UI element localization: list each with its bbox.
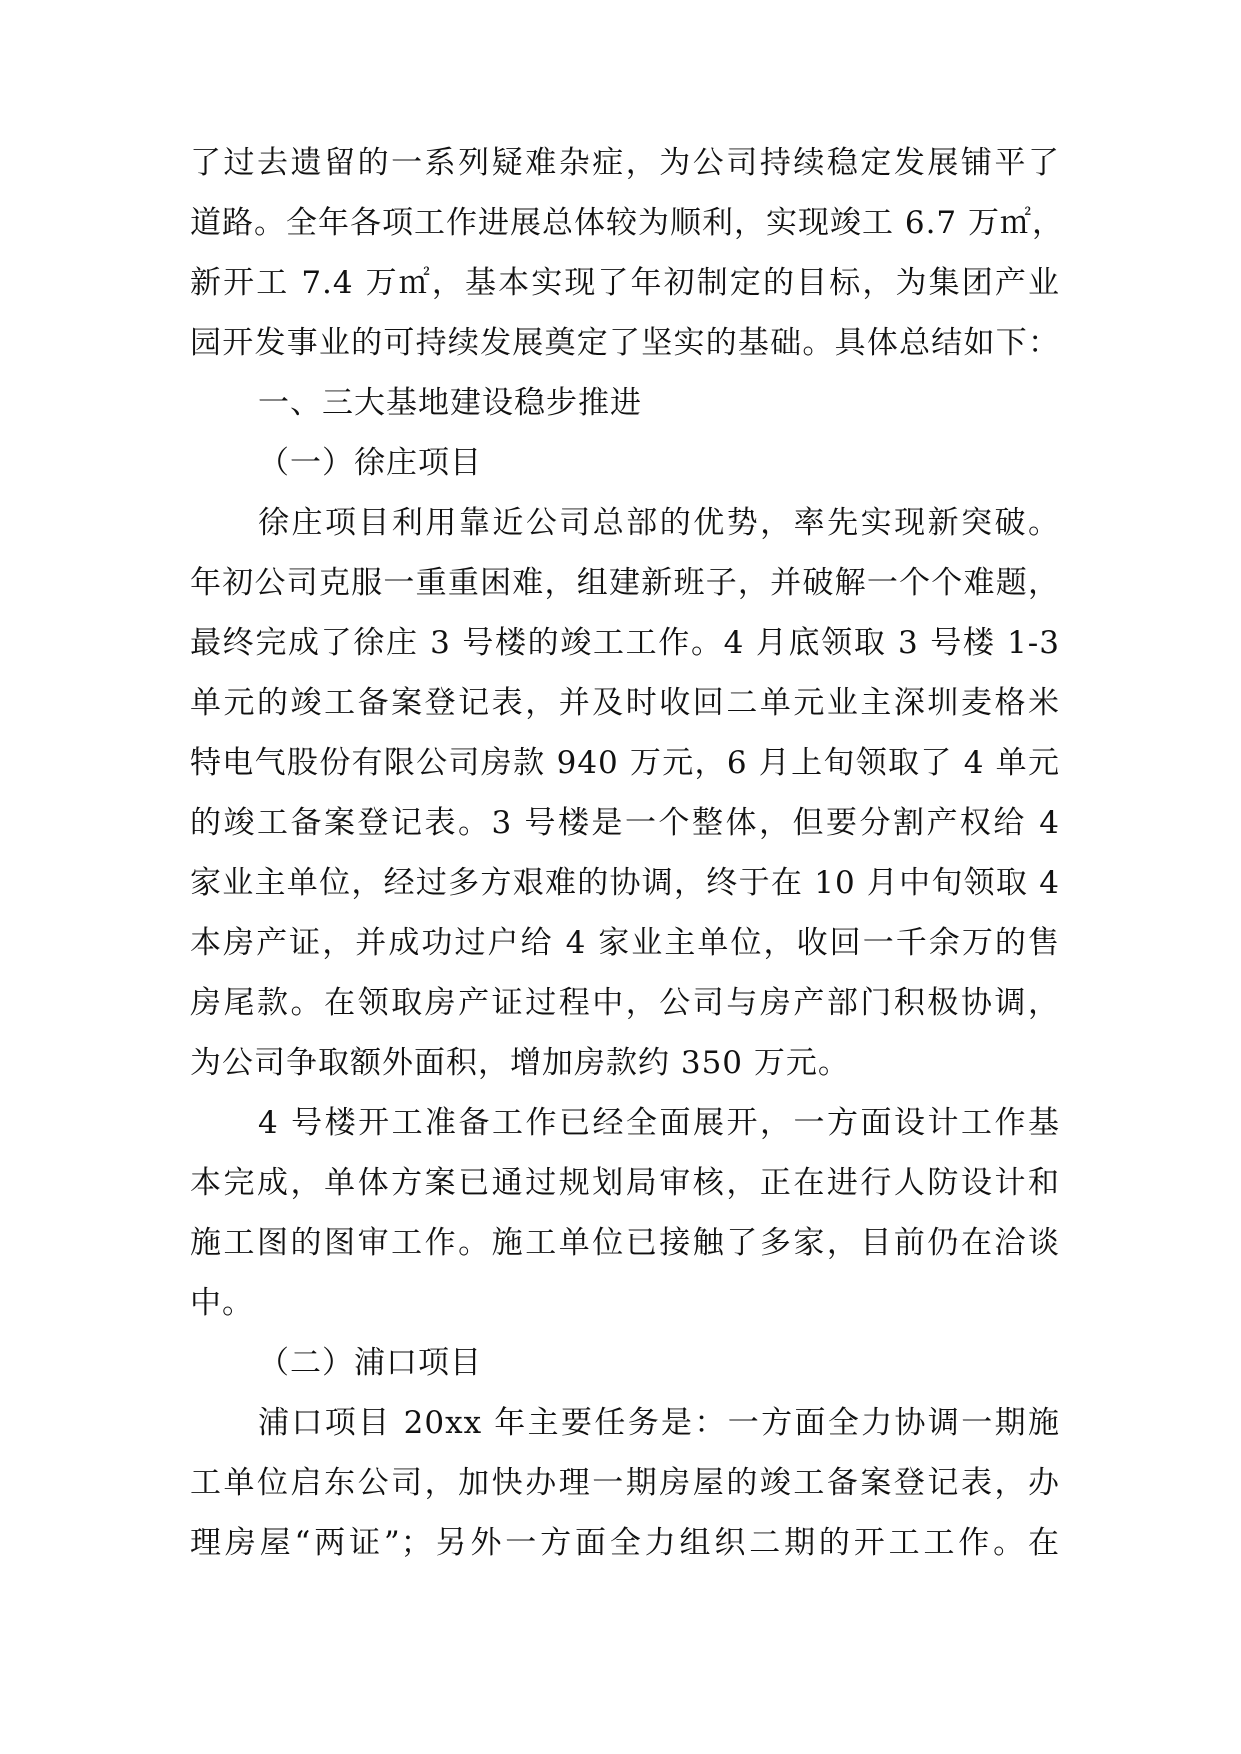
body-text-line: 4 号楼开工准备工作已经全面展开，一方面设计工作基 <box>258 1105 1060 1141</box>
subsection-heading: （二）浦口项目 <box>258 1345 482 1381</box>
body-text-line: 为公司争取额外面积，增加房款约 350 万元。 <box>190 1045 850 1081</box>
body-text-line: 单元的竣工备案登记表，并及时收回二单元业主深圳麦格米 <box>190 685 1060 721</box>
body-text-line: 本房产证，并成功过户给 4 家业主单位，收回一千余万的售 <box>190 925 1060 961</box>
section-heading: 一、三大基地建设稳步推进 <box>258 385 642 421</box>
body-text-line: 工单位启东公司，加快办理一期房屋的竣工备案登记表，办 <box>190 1465 1060 1501</box>
subsection-heading: （一）徐庄项目 <box>258 445 482 481</box>
body-text-line: 特电气股份有限公司房款 940 万元，6 月上旬领取了 4 单元 <box>190 745 1060 781</box>
body-text-line: 中。 <box>190 1285 254 1321</box>
body-text-line: 本完成，单体方案已通过规划局审核，正在进行人防设计和 <box>190 1165 1060 1201</box>
body-text-line: 年初公司克服一重重困难，组建新班子，并破解一个个难题， <box>190 565 1060 601</box>
body-text-line: 园开发事业的可持续发展奠定了坚实的基础。具体总结如下： <box>190 325 1060 361</box>
body-text-line: 的竣工备案登记表。3 号楼是一个整体，但要分割产权给 4 <box>190 805 1060 841</box>
body-text-line: 家业主单位，经过多方艰难的协调，终于在 10 月中旬领取 4 <box>190 865 1060 901</box>
body-text-line: 房尾款。在领取房产证过程中，公司与房产部门积极协调， <box>190 985 1060 1021</box>
body-text-line: 徐庄项目利用靠近公司总部的优势，率先实现新突破。 <box>258 505 1060 541</box>
body-text-line: 施工图的图审工作。施工单位已接触了多家，目前仍在洽谈 <box>190 1225 1060 1261</box>
body-text-line: 新开工 7.4 万㎡，基本实现了年初制定的目标，为集团产业 <box>190 265 1060 301</box>
body-text-line: 浦口项目 20xx 年主要任务是：一方面全力协调一期施 <box>258 1405 1060 1441</box>
body-text-line: 最终完成了徐庄 3 号楼的竣工工作。4 月底领取 3 号楼 1-3 <box>190 625 1060 661</box>
body-text-line: 理房屋“两证”；另外一方面全力组织二期的开工工作。在 <box>190 1525 1060 1561</box>
body-text-line: 了过去遗留的一系列疑难杂症，为公司持续稳定发展铺平了 <box>190 145 1060 181</box>
body-text-line: 道路。全年各项工作进展总体较为顺利，实现竣工 6.7 万㎡， <box>190 205 1065 241</box>
